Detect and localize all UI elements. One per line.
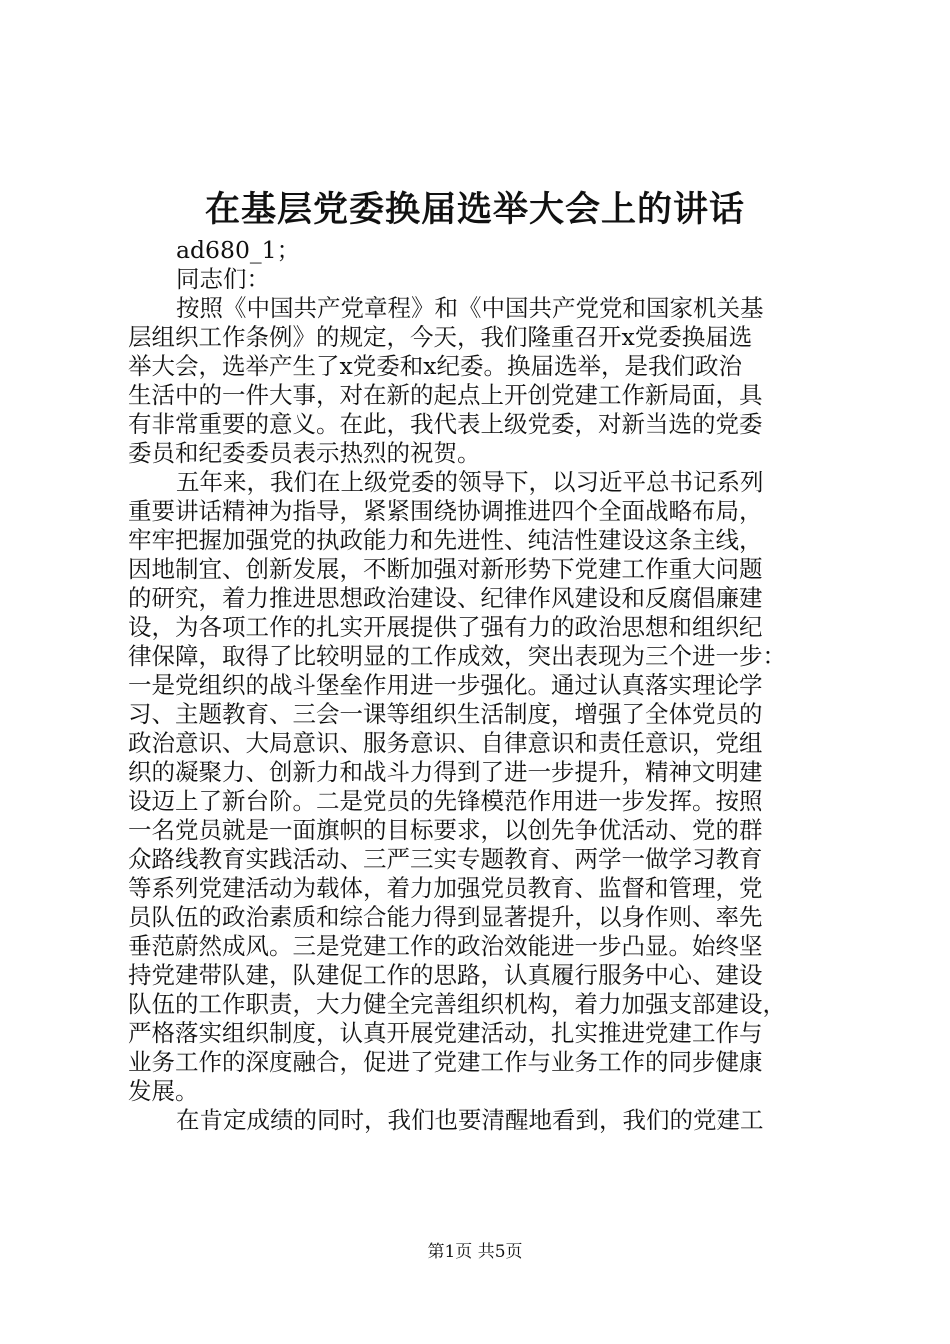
body-line: 垂范蔚然成风。三是党建工作的政治效能进一步凸显。始终坚: [128, 932, 763, 960]
body-line: 等系列党建活动为载体，着力加强党员教育、监督和管理，党: [128, 874, 763, 902]
body-line: 重要讲话精神为指导，紧紧围绕协调推进四个全面战略布局，: [128, 497, 763, 525]
body-line: 严格落实组织制度，认真开展党建活动，扎实推进党建工作与: [128, 1019, 763, 1047]
body-line: 设迈上了新台阶。二是党员的先锋模范作用进一步发挥。按照: [128, 787, 763, 815]
body-line: 在肯定成绩的同时，我们也要清醒地看到，我们的党建工: [176, 1106, 764, 1134]
document-title: 在基层党委换届选举大会上的讲话: [204, 189, 745, 230]
salutation: 同志们：: [176, 265, 270, 293]
body-line: ad680_1；: [176, 236, 301, 264]
body-line: 层组织工作条例》的规定，今天，我们隆重召开x党委换届选: [128, 323, 753, 351]
body-line: 织的凝聚力、创新力和战斗力得到了进一步提升，精神文明建: [128, 758, 763, 786]
body-line: 牢牢把握加强党的执政能力和先进性、纯洁性建设这条主线，: [128, 526, 763, 554]
body-line: 举大会，选举产生了x党委和x纪委。换届选举，是我们政治: [128, 352, 743, 380]
body-line: 生活中的一件大事，对在新的起点上开创党建工作新局面，具: [128, 381, 763, 409]
body-line: 设，为各项工作的扎实开展提供了强有力的政治思想和组织纪: [128, 613, 763, 641]
body-line: 队伍的工作职责，大力健全完善组织机构，着力加强支部建设，: [128, 990, 786, 1018]
body-line: 按照《中国共产党章程》和《中国共产党党和国家机关基: [176, 294, 764, 322]
body-line: 的研究，着力推进思想政治建设、纪律作风建设和反腐倡廉建: [128, 584, 763, 612]
body-line: 委员和纪委委员表示热烈的祝贺。: [128, 439, 481, 467]
body-line: 有非常重要的意义。在此，我代表上级党委，对新当选的党委: [128, 410, 763, 438]
body-line: 五年来，我们在上级党委的领导下，以习近平总书记系列: [176, 468, 764, 496]
body-line: 一名党员就是一面旗帜的目标要求，以创先争优活动、党的群: [128, 816, 763, 844]
body-line: 律保障，取得了比较明显的工作成效，突出表现为三个进一步：: [128, 642, 786, 670]
body-line: 一是党组织的战斗堡垒作用进一步强化。通过认真落实理论学: [128, 671, 763, 699]
body-line: 习、主题教育、三会一课等组织生活制度，增强了全体党员的: [128, 700, 763, 728]
body-line: 发展。: [128, 1077, 199, 1105]
body-line: 业务工作的深度融合，促进了党建工作与业务工作的同步健康: [128, 1048, 763, 1076]
body-line: 员队伍的政治素质和综合能力得到显著提升，以身作则、率先: [128, 903, 763, 931]
body-line: 因地制宜、创新发展，不断加强对新形势下党建工作重大问题: [128, 555, 763, 583]
body-line: 政治意识、大局意识、服务意识、自律意识和责任意识，党组: [128, 729, 763, 757]
page-footer: 第1页 共5页: [427, 1242, 523, 1262]
body-line: 众路线教育实践活动、三严三实专题教育、两学一做学习教育: [128, 845, 763, 873]
document-body: [128, 236, 850, 1135]
body-line: 持党建带队建，队建促工作的思路，认真履行服务中心、建设: [128, 961, 763, 989]
